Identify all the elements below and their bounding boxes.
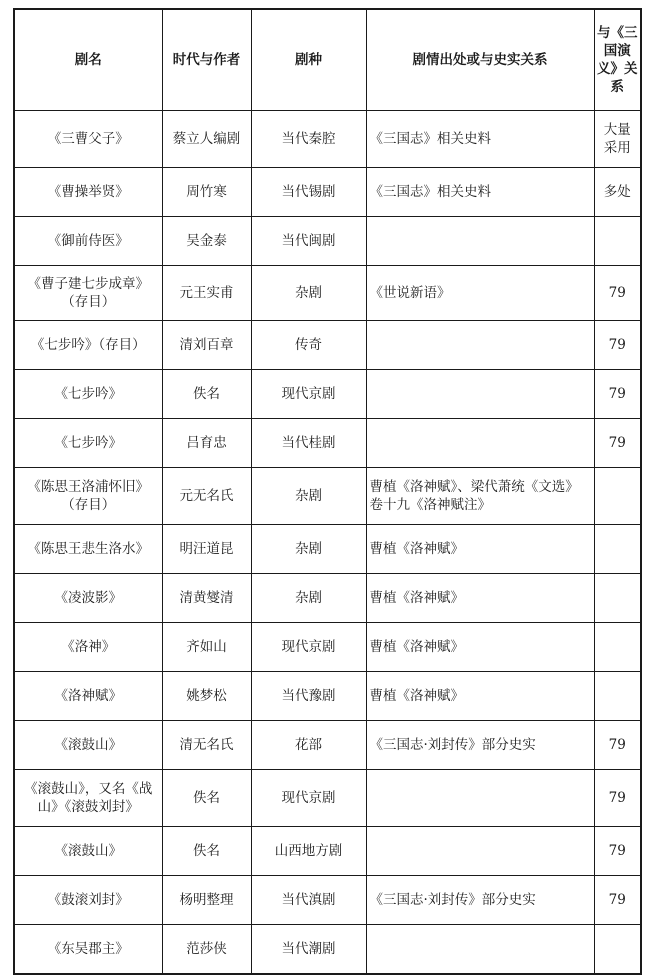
cell-relation: 79 bbox=[594, 321, 641, 370]
cell-author: 清无名氏 bbox=[162, 721, 251, 770]
cell-genre: 当代豫剧 bbox=[251, 672, 366, 721]
cell-relation bbox=[594, 574, 641, 623]
cell-source: 曹植《洛神赋》、梁代萧统《文选》卷十九《洛神赋注》 bbox=[366, 468, 594, 525]
table-row bbox=[14, 827, 641, 876]
cell-genre: 当代闽剧 bbox=[251, 217, 366, 266]
header-author: 时代与作者 bbox=[162, 9, 251, 111]
cell-title: 《东吴郡主》 bbox=[14, 925, 162, 975]
cell-author: 吕育忠 bbox=[162, 419, 251, 468]
cell-genre: 杂剧 bbox=[251, 468, 366, 525]
cell-author: 范莎侠 bbox=[162, 925, 251, 975]
cell-author: 蔡立人编剧 bbox=[162, 111, 251, 168]
cell-source bbox=[366, 321, 594, 370]
table-row bbox=[14, 168, 641, 217]
cell-author: 齐如山 bbox=[162, 623, 251, 672]
cell-title: 《鼓滚刘封》 bbox=[14, 876, 162, 925]
cell-source: 曹植《洛神赋》 bbox=[366, 574, 594, 623]
cell-relation: 79 bbox=[594, 266, 641, 321]
cell-source bbox=[366, 217, 594, 266]
cell-title: 《曹操举贤》 bbox=[14, 168, 162, 217]
cell-relation: 多处 bbox=[594, 168, 641, 217]
cell-source: 《三国志》相关史料 bbox=[366, 111, 594, 168]
header-title: 剧名 bbox=[14, 9, 162, 111]
cell-title: 《洛神赋》 bbox=[14, 672, 162, 721]
table-row bbox=[14, 770, 641, 827]
cell-relation: 79 bbox=[594, 419, 641, 468]
cell-genre: 当代滇剧 bbox=[251, 876, 366, 925]
cell-genre: 杂剧 bbox=[251, 266, 366, 321]
table-body bbox=[14, 111, 641, 975]
cell-author: 元无名氏 bbox=[162, 468, 251, 525]
table-row bbox=[14, 370, 641, 419]
cell-title: 《滚鼓山》，又名《战山》《滚鼓刘封》 bbox=[14, 770, 162, 827]
cell-relation bbox=[594, 672, 641, 721]
cell-author: 杨明整理 bbox=[162, 876, 251, 925]
table-row bbox=[14, 468, 641, 525]
cell-title: 《滚鼓山》 bbox=[14, 721, 162, 770]
table-row bbox=[14, 574, 641, 623]
cell-source bbox=[366, 770, 594, 827]
cell-genre: 花部 bbox=[251, 721, 366, 770]
cell-relation: 79 bbox=[594, 770, 641, 827]
cell-source bbox=[366, 419, 594, 468]
table-row bbox=[14, 672, 641, 721]
table-row bbox=[14, 925, 641, 975]
cell-relation: 79 bbox=[594, 370, 641, 419]
cell-relation bbox=[594, 468, 641, 525]
cell-genre: 现代京剧 bbox=[251, 370, 366, 419]
cell-genre: 当代桂剧 bbox=[251, 419, 366, 468]
cell-title: 《洛神》 bbox=[14, 623, 162, 672]
table-row bbox=[14, 876, 641, 925]
table-row bbox=[14, 525, 641, 574]
cell-genre: 山西地方剧 bbox=[251, 827, 366, 876]
cell-author: 吴金泰 bbox=[162, 217, 251, 266]
cell-author: 佚名 bbox=[162, 827, 251, 876]
cell-source bbox=[366, 827, 594, 876]
cell-source bbox=[366, 925, 594, 975]
cell-relation: 79 bbox=[594, 721, 641, 770]
cell-title: 《陈思王洛浦怀旧》（存目） bbox=[14, 468, 162, 525]
cell-author: 周竹寒 bbox=[162, 168, 251, 217]
cell-genre: 当代潮剧 bbox=[251, 925, 366, 975]
cell-source: 曹植《洛神赋》 bbox=[366, 623, 594, 672]
cell-relation bbox=[594, 925, 641, 975]
cell-author: 姚梦松 bbox=[162, 672, 251, 721]
cell-title: 《七步吟》（存目） bbox=[14, 321, 162, 370]
cell-title: 《滚鼓山》 bbox=[14, 827, 162, 876]
header-relation: 与《三国演义》关系 bbox=[594, 9, 641, 111]
cell-title: 《七步吟》 bbox=[14, 419, 162, 468]
cell-relation: 79 bbox=[594, 827, 641, 876]
table-row bbox=[14, 217, 641, 266]
cell-source: 《世说新语》 bbox=[366, 266, 594, 321]
cell-genre: 杂剧 bbox=[251, 525, 366, 574]
cell-author: 清刘百章 bbox=[162, 321, 251, 370]
cell-genre: 杂剧 bbox=[251, 574, 366, 623]
cell-relation: 79 bbox=[594, 876, 641, 925]
cell-genre: 现代京剧 bbox=[251, 623, 366, 672]
cell-title: 《三曹父子》 bbox=[14, 111, 162, 168]
opera-table bbox=[13, 8, 642, 975]
table-row bbox=[14, 419, 641, 468]
cell-relation bbox=[594, 217, 641, 266]
cell-author: 清黄燮清 bbox=[162, 574, 251, 623]
cell-source: 曹植《洛神赋》 bbox=[366, 525, 594, 574]
header-row bbox=[14, 9, 641, 111]
table-row bbox=[14, 321, 641, 370]
cell-genre: 现代京剧 bbox=[251, 770, 366, 827]
cell-genre: 当代锡剧 bbox=[251, 168, 366, 217]
cell-author: 元王实甫 bbox=[162, 266, 251, 321]
table-row bbox=[14, 721, 641, 770]
cell-source: 《三国志·刘封传》部分史实 bbox=[366, 876, 594, 925]
header-genre: 剧种 bbox=[251, 9, 366, 111]
cell-author: 佚名 bbox=[162, 770, 251, 827]
table-row bbox=[14, 266, 641, 321]
cell-relation bbox=[594, 525, 641, 574]
cell-genre: 当代秦腔 bbox=[251, 111, 366, 168]
cell-title: 《凌波影》 bbox=[14, 574, 162, 623]
header-source: 剧情出处或与史实关系 bbox=[366, 9, 594, 111]
cell-source: 《三国志·刘封传》部分史实 bbox=[366, 721, 594, 770]
cell-title: 《七步吟》 bbox=[14, 370, 162, 419]
cell-genre: 传奇 bbox=[251, 321, 366, 370]
cell-relation bbox=[594, 623, 641, 672]
cell-source: 《三国志》相关史料 bbox=[366, 168, 594, 217]
cell-source: 曹植《洛神赋》 bbox=[366, 672, 594, 721]
cell-source bbox=[366, 370, 594, 419]
cell-author: 明汪道昆 bbox=[162, 525, 251, 574]
table-row bbox=[14, 111, 641, 168]
cell-title: 《陈思王悲生洛水》 bbox=[14, 525, 162, 574]
cell-title: 《曹子建七步成章》（存目） bbox=[14, 266, 162, 321]
table-row bbox=[14, 623, 641, 672]
cell-relation: 大量采用 bbox=[594, 111, 641, 168]
document-page bbox=[13, 8, 640, 975]
cell-title: 《御前侍医》 bbox=[14, 217, 162, 266]
cell-author: 佚名 bbox=[162, 370, 251, 419]
